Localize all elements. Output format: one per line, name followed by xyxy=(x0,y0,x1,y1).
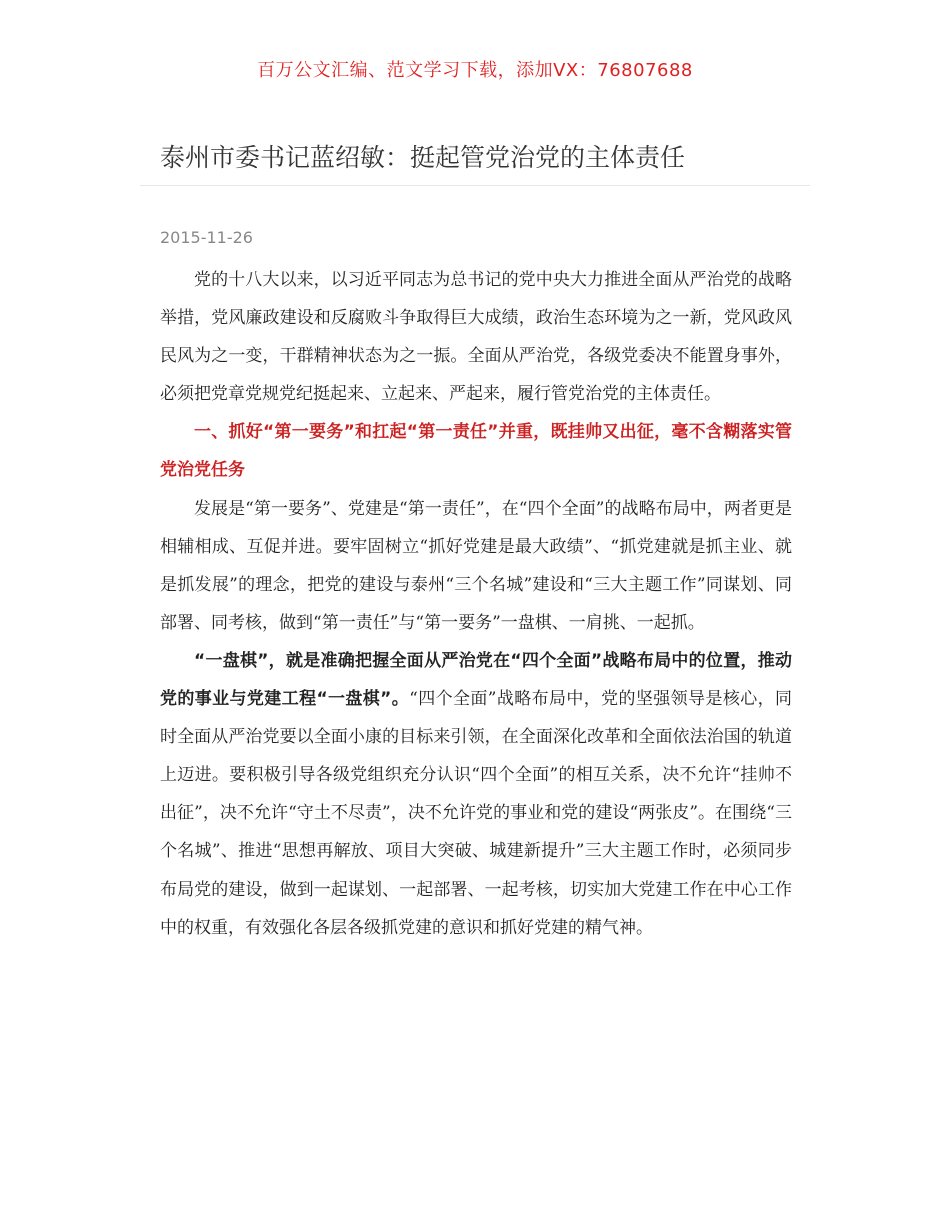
page-title: 泰州市委书记蓝绍敏：挺起管党治党的主体责任 xyxy=(160,143,686,172)
article-body xyxy=(160,261,792,947)
promo-banner: 百万公文汇编、范文学习下载，添加VX：76807688 xyxy=(257,60,693,81)
section-heading: 一、抓好“第一要务”和扛起“第一责任”并重，既挂帅又出征，毫不含糊落实管党治党任务 xyxy=(160,422,792,481)
title-divider xyxy=(140,185,810,186)
publish-date: 2015-11-26 xyxy=(160,228,253,247)
paragraph-lead: “一盘棋”，就是准确把握全面从严治党在“四个全面”战略布局中的位置，推动党的事业与党建工程“一盘棋”。 xyxy=(160,650,792,710)
paragraph-text: “四个全面”战略布局中，党的坚强领导是核心，同时全面从严治党要以全面小康的目标来引领，在全面深化改革和全面依法治国的轨道上迈进。要积极引导各级党组织充分认识“四个全面”的相互关系，决不允许“挂帅不出征”，决不允许“守土不尽责”，决不允许党的事业和党的建设“两张皮”。在围绕“三个名城”、推进“思想再解放、项目大突破、城建新提升”三大主题工作时，必须同步布局党的建设，做到一起谋划、一起部署、一起考核，切实加大党建工作在中心工作中的权重，有效强化各层各级抓党建的意识和抓好党建的精气神。 xyxy=(160,689,792,938)
article-paragraph: 发展是“第一要务”、党建是“第一责任”，在“四个全面”的战略布局中，两者更是相辅相成、互促并进。要牢固树立“抓好党建是最大政绩”、“抓党建就是抓主业、就是抓发展”的理念，把党的建设与泰州“三个名城”建设和“三大主题工作”同谋划、同部署、同考核，做到“第一责任”与“第一要务”一盘棋、一肩挑、一起抓。 xyxy=(160,498,792,633)
article-paragraph: 党的十八大以来，以习近平同志为总书记的党中央大力推进全面从严治党的战略举措，党风廉政建设和反腐败斗争取得巨大成绩，政治生态环境为之一新，党风政风民风为之一变，干群精神状态为之一振。全面从严治党，各级党委决不能置身事外，必须把党章党规党纪挺起来、立起来、严起来，履行管党治党的主体责任。 xyxy=(160,270,792,405)
article-paragraph xyxy=(160,642,792,947)
